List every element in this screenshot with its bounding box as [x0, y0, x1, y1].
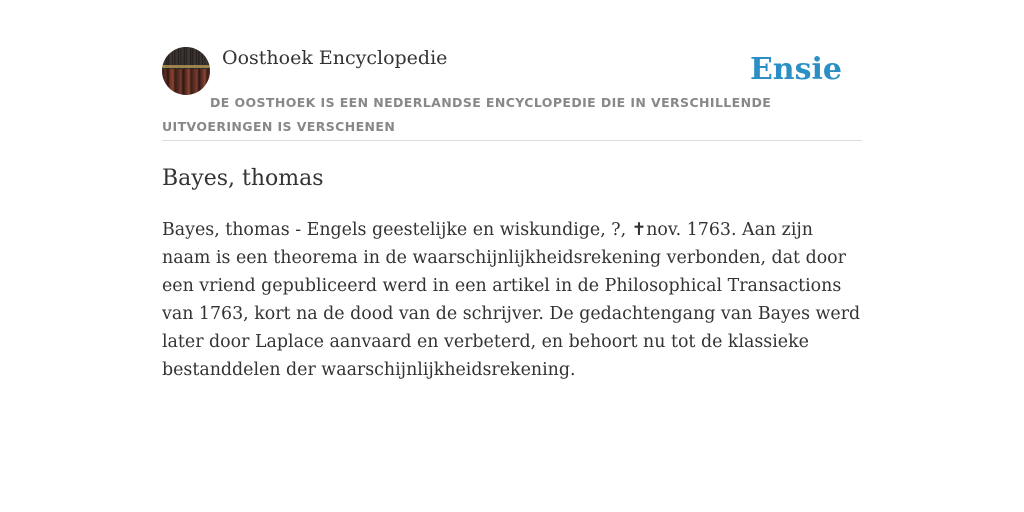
article-body: Bayes, thomas - Engels geestelijke en wiskundige, ?, ✝nov. 1763. Aan zijn naam is een theorema in de waarschijnlijkheidsrekening verbonden, dat door een vriend gepubliceerd werd in een artikel in de Philosophical Transactions van 1763, kort na de dood van de schrijver. De gedachtengang van Bayes werd later door Laplace aanvaard en verbeterd, en behoort nu tot de klassieke bestanddelen der waarschijnlijkheidsrekening.: [162, 220, 861, 380]
site-title-link[interactable]: Oosthoek Encyclopedie: [222, 47, 448, 69]
site-tagline: DE OOSTHOEK IS EEN NEDERLANDSE ENCYCLOPEDIE DIE IN VERSCHILLENDE UITVOERINGEN IS VERSCHENEN: [162, 95, 772, 134]
article-title: Bayes, thomas: [162, 166, 324, 191]
ensie-logo-link[interactable]: Ensie: [749, 52, 842, 87]
site-header: [162, 46, 862, 141]
encyclopedia-books-icon[interactable]: [162, 47, 210, 95]
